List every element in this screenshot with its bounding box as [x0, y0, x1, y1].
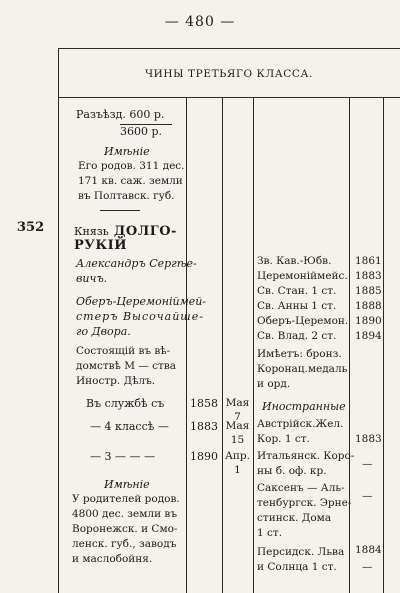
order-year-5: 1890	[355, 315, 382, 327]
surname-part-2: РУКІЙ	[74, 238, 128, 253]
salary-line-2: 3600 р.	[120, 125, 163, 138]
page-number: — 480 —	[164, 14, 236, 30]
order-year-2: 1883	[355, 270, 382, 282]
foreign-order-7: стинск. Дома	[257, 512, 332, 524]
order-name-5: Оберъ-Церемон.	[257, 315, 349, 327]
service-month-2: Мая	[225, 420, 250, 432]
service-day-2: 15	[230, 434, 245, 446]
service-year-3: 1890	[190, 450, 218, 463]
table-top-rule	[58, 48, 400, 49]
service-line-1: Состоящій въ вѣ-	[76, 345, 171, 357]
person-name-line-1	[74, 220, 177, 239]
surname-part-1: ДОЛГО-	[113, 224, 177, 239]
order-name-6: Св. Влад. 2 ст.	[257, 330, 337, 342]
estate-line-3: въ Полтавск. губ.	[78, 190, 175, 202]
foreign-order-6: тенбургск. Эрне-	[257, 497, 352, 509]
entry-number: 352	[17, 220, 45, 235]
parents-estate-line-4: ленск. губ., заводъ	[72, 538, 177, 550]
order-name-2: Церемоніймейс.	[257, 270, 348, 282]
service-label-2: — 4 классѣ —	[90, 420, 169, 433]
foreign-order-8: 1 ст.	[257, 527, 283, 539]
foreign-order-4: ны б. оф. кр.	[257, 465, 327, 477]
service-day-1: 7	[234, 411, 241, 423]
estate-line-2: 171 кв. саж. земли	[78, 175, 183, 187]
parents-estate-line-1: У родителей родов.	[72, 493, 180, 505]
foreign-order-5: Саксенъ — Аль-	[257, 482, 345, 494]
name-prefix: Князь	[74, 225, 109, 238]
foreign-order-year-2: 1883	[355, 433, 382, 445]
medals-line-1: Имѣетъ: бронз.	[257, 348, 342, 360]
foreign-order-9: Персидск. Льва	[257, 546, 345, 558]
parents-estate-heading: Имѣніе	[104, 478, 150, 491]
service-line-3: Иностр. Дѣлъ.	[76, 375, 156, 387]
column-rule-order-years	[349, 97, 350, 593]
parents-estate-line-2: 4800 дес. земли въ	[72, 508, 177, 520]
given-name-line-2: вичъ.	[76, 272, 108, 285]
title-line-1: Оберъ-Церемоніймей-	[76, 295, 207, 308]
column-rule-orders	[253, 97, 254, 593]
foreign-order-year-8: 1884	[355, 544, 382, 556]
medals-line-2: Коронац.медаль	[257, 363, 348, 375]
order-name-1: Зв. Кав.-Юбв.	[257, 255, 332, 267]
foreign-order-10: и Солнца 1 ст.	[257, 561, 337, 573]
salary-line-1: Разъѣзд. 600 р.	[76, 108, 165, 121]
table-title: ЧИНЫ ТРЕТЬЯГО КЛАССА.	[144, 68, 314, 80]
order-name-4: Св. Анны 1 ст.	[257, 300, 337, 312]
column-rule-year	[186, 97, 187, 593]
foreign-order-year-3: —	[362, 458, 373, 470]
foreign-order-year-5: —	[362, 490, 373, 502]
service-month-1: Мая	[225, 397, 250, 409]
order-year-1: 1861	[355, 255, 382, 267]
column-rule-date	[222, 97, 223, 593]
title-line-2: стеръ Высочайше-	[76, 310, 204, 323]
section-divider	[100, 210, 140, 211]
order-name-3: Св. Стан. 1 ст.	[257, 285, 337, 297]
service-year-1: 1858	[190, 397, 218, 410]
estate-heading: Имѣніе	[104, 145, 150, 158]
order-year-6: 1894	[355, 330, 382, 342]
service-label-1: Въ службѣ съ	[86, 397, 165, 410]
order-year-4: 1888	[355, 300, 382, 312]
service-month-3: Апр.	[224, 450, 250, 462]
order-year-3: 1885	[355, 285, 382, 297]
estate-line-1: Его родов. 311 дес.	[78, 160, 185, 172]
foreign-order-1: Австрійск.Жел.	[257, 418, 344, 430]
title-line-3: го Двора.	[76, 325, 131, 338]
foreign-order-3: Итальянск. Коро-	[257, 450, 355, 462]
medals-line-3: и орд.	[257, 378, 291, 390]
foreign-order-2: Кор. 1 ст.	[257, 433, 310, 445]
parents-estate-line-3: Воронежск. и Смо-	[72, 523, 178, 535]
foreign-order-year-10: —	[362, 561, 373, 573]
service-label-3: — 3 — — —	[90, 450, 155, 463]
service-line-2: домствѣ М — ства	[76, 360, 177, 372]
parents-estate-line-5: и маслобойня.	[72, 553, 153, 565]
table-left-rule	[58, 48, 59, 593]
column-rule-order-years-right	[383, 97, 384, 593]
given-name-line-1: Александръ Сергѣе-	[76, 257, 197, 270]
service-day-3: 1	[234, 464, 241, 476]
service-year-2: 1883	[190, 420, 218, 433]
foreign-orders-heading: Иностранные	[262, 400, 346, 413]
